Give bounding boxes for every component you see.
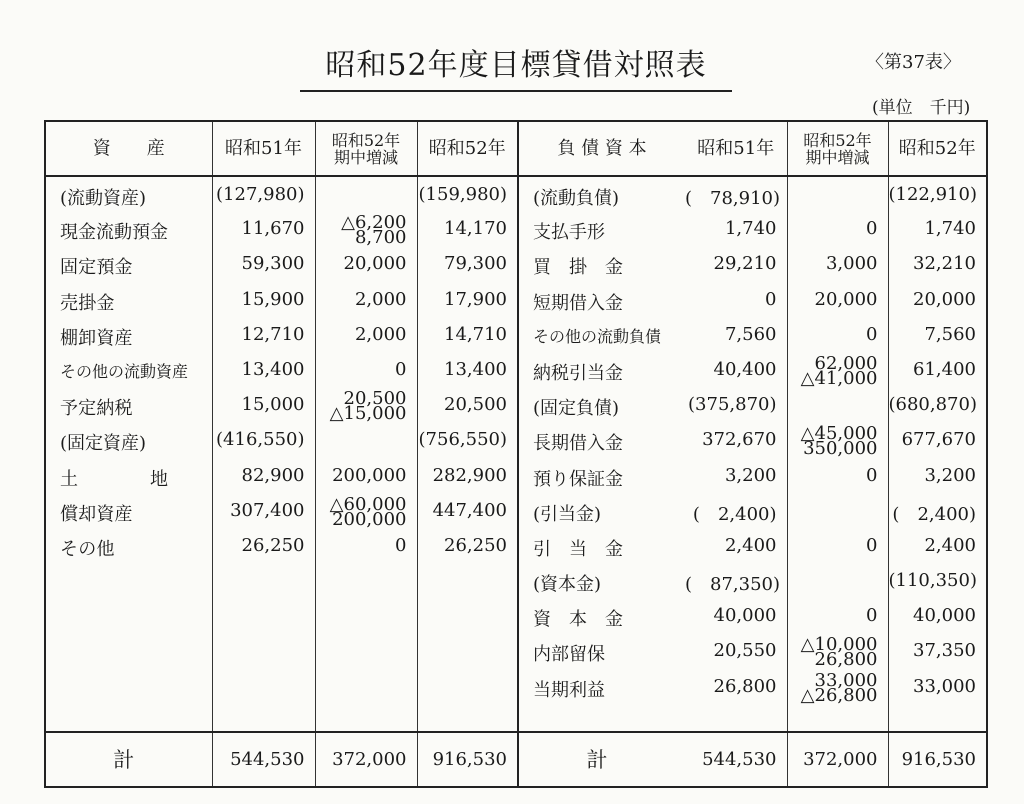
liab-s51: 3,200 xyxy=(685,458,787,493)
asset-s52: 13,400 xyxy=(417,352,518,387)
row-label: 支払手形 xyxy=(533,222,605,244)
asset-s52: 20,500 xyxy=(417,387,518,422)
asset-s52: 17,900 xyxy=(417,282,518,317)
liab-s51: 372,670 xyxy=(685,422,787,457)
asset-s51: 82,900 xyxy=(212,458,315,493)
row-label: (流動負債) xyxy=(533,188,620,209)
asset-s52: 282,900 xyxy=(417,458,518,493)
asset-change xyxy=(315,176,417,211)
header-assets: 資 産 xyxy=(45,121,212,176)
row-label: 資 本 金 xyxy=(533,609,623,631)
liab-change: 0 xyxy=(787,458,888,493)
row-label: 売掛金 xyxy=(45,282,212,317)
asset-change xyxy=(315,422,417,457)
liab-change xyxy=(787,176,888,211)
empty-cell xyxy=(417,669,518,704)
liab-s52: 40,000 xyxy=(888,598,987,633)
liab-s51: 2,400 xyxy=(685,528,787,563)
table-row xyxy=(45,669,987,704)
row-label: 納税引当金 xyxy=(533,362,623,384)
asset-s51: 26,250 xyxy=(212,528,315,563)
liab-s51: 26,800 xyxy=(685,669,787,704)
liab-change: 0 xyxy=(787,317,888,352)
total-assets-s51: 544,530 xyxy=(212,732,315,787)
asset-change: 20,000 xyxy=(315,246,417,281)
row-label: 現金流動預金 xyxy=(45,211,212,246)
total-label: 計 xyxy=(518,732,685,787)
liab-s52: 33,000 xyxy=(888,669,987,704)
liab-s51: 1,740 xyxy=(685,211,787,246)
asset-change: 20,500 △15,000 xyxy=(315,387,417,422)
asset-change: 0 xyxy=(315,528,417,563)
empty-cell xyxy=(315,563,417,598)
liab-change: 3,000 xyxy=(787,246,888,281)
liab-s51: (375,870) xyxy=(685,387,787,422)
liab-s52: 7,560 xyxy=(888,317,987,352)
liab-change: 20,000 xyxy=(787,282,888,317)
total-assets-change: 372,000 xyxy=(315,732,417,787)
empty-cell xyxy=(315,669,417,704)
page-title: 昭和52年度目標貸借対照表 xyxy=(300,40,732,92)
header-change: 昭和52年 期中増減 xyxy=(787,121,888,176)
asset-change: 2,000 xyxy=(315,282,417,317)
asset-change: 0 xyxy=(315,352,417,387)
asset-change: △60,000 200,000 xyxy=(315,493,417,528)
table-row xyxy=(45,211,987,246)
row-label: (固定負債) xyxy=(533,398,620,420)
liab-change: △10,000 26,800 xyxy=(787,633,888,668)
table-row xyxy=(45,387,987,422)
table-row xyxy=(45,598,987,633)
row-label: (流動資産) xyxy=(45,176,212,211)
table-number: 〈第37表〉 xyxy=(866,52,961,73)
empty-cell xyxy=(315,633,417,668)
liab-s52: 3,200 xyxy=(888,458,987,493)
total-liab-change: 372,000 xyxy=(787,732,888,787)
liab-s51: 40,400 xyxy=(685,352,787,387)
table-row xyxy=(45,633,987,668)
empty-cell xyxy=(417,563,518,598)
row-label: 内部留保 xyxy=(533,644,605,666)
header-row xyxy=(45,121,987,176)
empty-cell xyxy=(45,563,212,598)
liab-s51: 20,550 xyxy=(685,633,787,668)
liab-change: 33,000 △26,800 xyxy=(787,669,888,704)
liab-change: 0 xyxy=(787,598,888,633)
liab-change: 0 xyxy=(787,528,888,563)
table-row xyxy=(45,352,987,387)
liab-s52: 61,400 xyxy=(888,352,987,387)
empty-cell xyxy=(45,633,212,668)
row-label: 短期借入金 xyxy=(533,292,623,314)
liab-s52: 2,400 xyxy=(888,528,987,563)
table-row xyxy=(45,282,987,317)
row-label: 予定納税 xyxy=(45,387,212,422)
asset-change: △6,200 8,700 xyxy=(315,211,417,246)
row-label: 長期借入金 xyxy=(533,433,623,455)
table-row xyxy=(45,493,987,528)
asset-s52: (159,980) xyxy=(417,176,518,211)
table-row xyxy=(45,458,987,493)
asset-s51: 59,300 xyxy=(212,246,315,281)
row-label: その他 xyxy=(45,528,212,563)
liab-s52: 1,740 xyxy=(888,211,987,246)
row-label: その他の流動負債 xyxy=(533,326,662,346)
liab-s52: (122,910) xyxy=(888,176,987,211)
row-label: 引 当 金 xyxy=(533,538,623,560)
total-liab-s52: 916,530 xyxy=(888,732,987,787)
header-s52: 昭和52年 xyxy=(888,121,987,176)
row-label: 土 地 xyxy=(45,458,212,493)
balance-sheet-table xyxy=(44,120,988,788)
empty-cell xyxy=(315,598,417,633)
liab-change: 0 xyxy=(787,211,888,246)
liab-s52: 37,350 xyxy=(888,633,987,668)
asset-s51: 15,900 xyxy=(212,282,315,317)
liab-s51: ( 2,400) xyxy=(685,493,787,528)
header-s52: 昭和52年 xyxy=(417,121,518,176)
liab-s52: 20,000 xyxy=(888,282,987,317)
row-label: 棚卸資産 xyxy=(45,317,212,352)
table-row xyxy=(45,528,987,563)
row-label: (固定資産) xyxy=(45,422,212,457)
empty-cell xyxy=(417,598,518,633)
liab-s52: 32,210 xyxy=(888,246,987,281)
empty-cell xyxy=(212,633,315,668)
table-row xyxy=(45,246,987,281)
empty-cell xyxy=(212,669,315,704)
empty-cell xyxy=(417,633,518,668)
liab-change xyxy=(787,387,888,422)
liab-s52: (680,870) xyxy=(888,387,987,422)
liab-s52: 677,670 xyxy=(888,422,987,457)
empty-cell xyxy=(212,563,315,598)
asset-s51: 11,670 xyxy=(212,211,315,246)
liab-s51: 40,000 xyxy=(685,598,787,633)
asset-s52: 79,300 xyxy=(417,246,518,281)
asset-s51: (127,980) xyxy=(212,176,315,211)
asset-s51: 15,000 xyxy=(212,387,315,422)
header-liabilities: 負 債 資 本 xyxy=(518,121,685,176)
asset-s52: 14,170 xyxy=(417,211,518,246)
empty-cell xyxy=(212,598,315,633)
row-label: 買 掛 金 xyxy=(533,257,623,279)
table-row xyxy=(45,422,987,457)
unit-note: (単位 千円) xyxy=(872,98,971,118)
empty-cell xyxy=(45,598,212,633)
liab-change: 62,000 △41,000 xyxy=(787,352,888,387)
row-label: その他の流動資産 xyxy=(45,352,212,387)
total-row xyxy=(45,732,987,787)
liab-change xyxy=(787,563,888,598)
table-row xyxy=(45,176,987,211)
asset-s51: (416,550) xyxy=(212,422,315,457)
asset-s51: 13,400 xyxy=(212,352,315,387)
row-label: 固定預金 xyxy=(45,246,212,281)
total-label: 計 xyxy=(45,732,212,787)
header-change: 昭和52年 期中増減 xyxy=(315,121,417,176)
liab-change: △45,000 350,000 xyxy=(787,422,888,457)
asset-change: 200,000 xyxy=(315,458,417,493)
asset-change: 2,000 xyxy=(315,317,417,352)
row-label: (引当金) xyxy=(533,503,602,525)
liab-s51: 7,560 xyxy=(685,317,787,352)
row-label: (資本金) xyxy=(533,574,602,596)
liab-s51: ( 78,910) xyxy=(685,176,787,211)
total-liab-s51: 544,530 xyxy=(685,732,787,787)
asset-s52: 26,250 xyxy=(417,528,518,563)
liab-s51: 0 xyxy=(685,282,787,317)
asset-s51: 307,400 xyxy=(212,493,315,528)
empty-cell xyxy=(45,669,212,704)
liab-s52: (110,350) xyxy=(888,563,987,598)
liab-change xyxy=(787,493,888,528)
header-s51: 昭和51年 xyxy=(685,121,787,176)
asset-s52: (756,550) xyxy=(417,422,518,457)
asset-s51: 12,710 xyxy=(212,317,315,352)
asset-s52: 447,400 xyxy=(417,493,518,528)
table-row xyxy=(45,563,987,598)
header-s51: 昭和51年 xyxy=(212,121,315,176)
row-label: 預り保証金 xyxy=(533,468,623,490)
row-label: 償却資産 xyxy=(45,493,212,528)
row-label: 当期利益 xyxy=(533,679,605,701)
total-assets-s52: 916,530 xyxy=(417,732,518,787)
liab-s52: ( 2,400) xyxy=(888,493,987,528)
table-row xyxy=(45,317,987,352)
spacer-row xyxy=(45,704,987,732)
liab-s51: ( 87,350) xyxy=(685,563,787,598)
liab-s51: 29,210 xyxy=(685,246,787,281)
asset-s52: 14,710 xyxy=(417,317,518,352)
